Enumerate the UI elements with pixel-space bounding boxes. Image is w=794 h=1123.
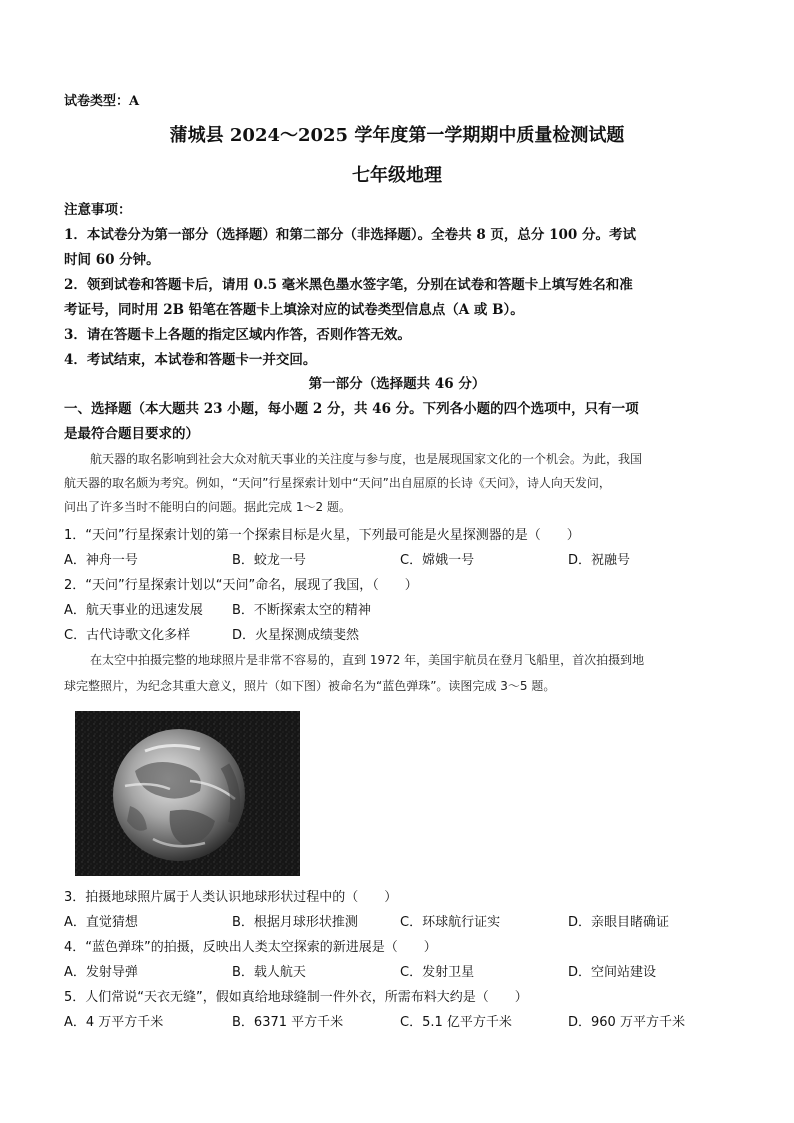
question-2-option-a: A．航天事业的迅速发展 xyxy=(64,603,203,618)
question-2-option-c: C．古代诗歌文化多样 xyxy=(64,628,191,643)
question-4-stem: 4．“蓝色弹珠”的拍摄，反映出人类太空探索的新进展是（ ） xyxy=(64,940,437,955)
question-1-stem: 1．“天问”行星探索计划的第一个探索目标是火星，下列最可能是火星探测器的是（ ） xyxy=(64,528,580,543)
passage-1-line-3: 问出了许多当时不能明白的问题。据此完成 1～2 题。 xyxy=(64,500,351,514)
question-2-option-b: B．不断探索太空的精神 xyxy=(232,603,371,618)
section-instructions-line-2: 是最符合题目要求的） xyxy=(64,426,199,442)
passage-2-line-1: 在太空中拍摄完整的地球照片是非常不容易的，直到 1972 年，美国宇航员在登月飞船里，首次拍摄到地 xyxy=(90,653,645,667)
passage-1-line-2: 航天器的取名颇为考究。例如，“天问”行星探索计划中“天问”出自屈原的长诗《天问》，诗人向天发问， xyxy=(64,476,611,490)
exam-subject: 七年级地理 xyxy=(352,165,442,186)
part-one-title: 第一部分（选择题共 46 分） xyxy=(308,376,486,392)
question-1-option-b: B．蛟龙一号 xyxy=(232,553,306,568)
notice-item-1-line-2: 时间 60 分钟。 xyxy=(64,252,160,268)
question-3-option-d: D．亲眼目睹确证 xyxy=(568,915,670,930)
passage-1-line-1: 航天器的取名影响到社会大众对航天事业的关注度与参与度，也是展现国家文化的一个机会。为此，我国 xyxy=(90,452,643,466)
question-1-option-a: A．神舟一号 xyxy=(64,553,138,568)
question-4-option-c: C．发射卫星 xyxy=(400,965,475,980)
earth-photo xyxy=(75,711,300,876)
question-5-option-c: C．5.1 亿平方千米 xyxy=(400,1015,512,1030)
question-4-option-b: B．载人航天 xyxy=(232,965,306,980)
question-2-stem: 2．“天问”行星探索计划以“天问”命名，展现了我国，（ ） xyxy=(64,578,418,593)
question-2-option-d: D．火星探测成绩斐然 xyxy=(232,628,360,643)
question-1-option-d: D．祝融号 xyxy=(568,553,631,568)
notice-heading: 注意事项： xyxy=(64,202,132,218)
notice-item-2-line-1: 2．领到试卷和答题卡后，请用 0.5 毫米黑色墨水签字笔，分别在试卷和答题卡上填写姓名和准 xyxy=(64,277,633,293)
question-4-option-d: D．空间站建设 xyxy=(568,965,657,980)
question-4-option-a: A．发射导弹 xyxy=(64,965,138,980)
question-5-option-d: D．960 万平方千米 xyxy=(568,1015,685,1030)
question-5-option-b: B．6371 平方千米 xyxy=(232,1015,344,1030)
section-instructions-line-1: 一、选择题（本大题共 23 小题，每小题 2 分，共 46 分。下列各小题的四个选项中，只有一项 xyxy=(64,401,639,417)
question-5-option-a: A．4 万平方千米 xyxy=(64,1015,164,1030)
question-3-stem: 3．拍摄地球照片属于人类认识地球形状过程中的（ ） xyxy=(64,890,398,905)
exam-title: 蒲城县 2024～2025 学年度第一学期期中质量检测试题 xyxy=(169,125,625,146)
notice-item-3: 3．请在答题卡上各题的指定区域内作答，否则作答无效。 xyxy=(64,327,411,343)
question-3-option-b: B．根据月球形状推测 xyxy=(232,915,358,930)
question-1-option-c: C．嫦娥一号 xyxy=(400,553,475,568)
question-5-stem: 5．人们常说“天衣无缝”，假如真给地球缝制一件外衣，所需布料大约是（ ） xyxy=(64,990,528,1005)
question-3-option-a: A．直觉猜想 xyxy=(64,915,138,930)
notice-item-4: 4．考试结束，本试卷和答题卡一并交回。 xyxy=(64,352,317,368)
question-3-option-c: C．环球航行证实 xyxy=(400,915,501,930)
notice-item-1-line-1: 1．本试卷分为第一部分（选择题）和第二部分（非选择题）。全卷共 8 页，总分 100 分。考试 xyxy=(64,227,637,243)
passage-2-line-2: 球完整照片，为纪念其重大意义，照片（如下图）被命名为“蓝色弹珠”。读图完成 3～5 题。 xyxy=(64,679,556,693)
paper-type: 试卷类型：A xyxy=(64,94,140,109)
notice-item-2-line-2: 考证号，同时用 2B 铅笔在答题卡上填涂对应的试卷类型信息点（A 或 B）。 xyxy=(64,302,524,318)
